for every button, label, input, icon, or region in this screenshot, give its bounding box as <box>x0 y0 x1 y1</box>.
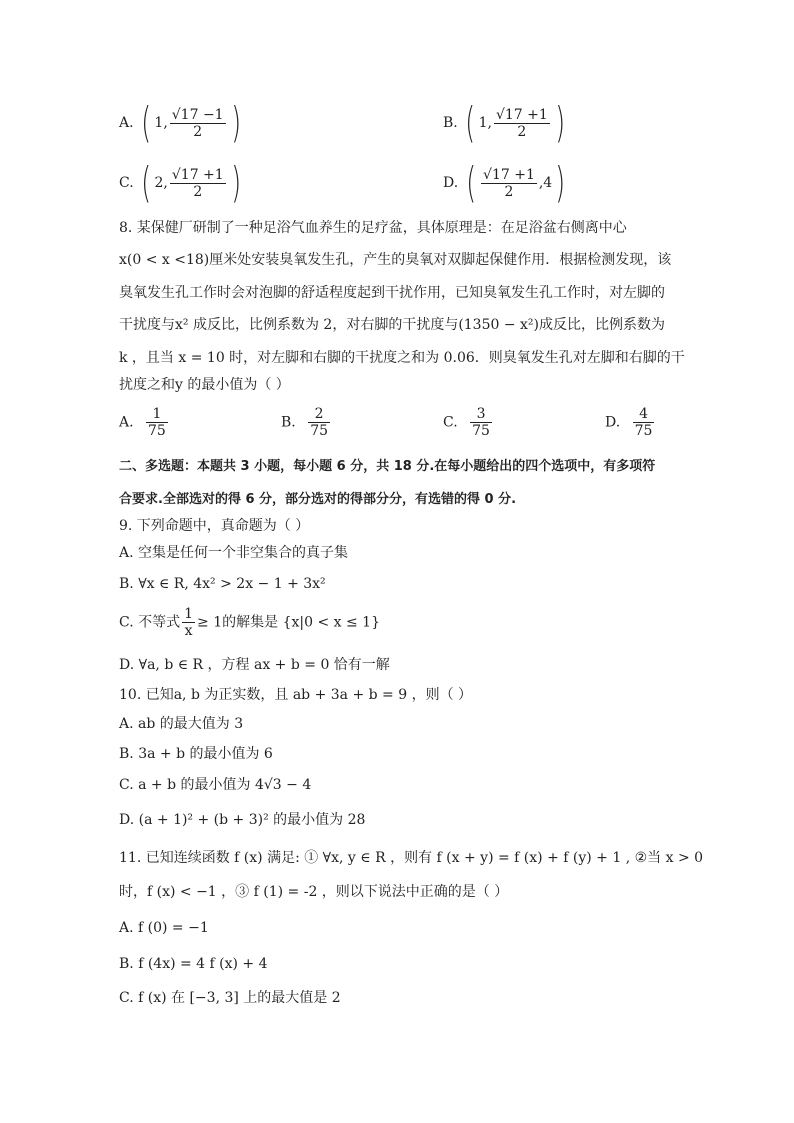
option-label: D. <box>605 414 621 431</box>
option-fraction <box>308 406 330 439</box>
option-last: ,4 <box>538 175 553 191</box>
q8-line-4: 干扰度与x² 成反比，比例系数为 2，对右脚的干扰度与(1350 − x²)成反比，比例系数为 <box>119 317 666 333</box>
option-label: A. <box>119 115 134 131</box>
fraction-numerator: 1 <box>184 606 194 622</box>
q8-option-d <box>605 406 656 439</box>
option-first: 1, <box>478 115 492 131</box>
option-fraction <box>633 406 655 439</box>
fraction-numerator: √17 +1 <box>171 166 224 183</box>
option-label: B. <box>281 414 296 431</box>
q8-option-a <box>119 406 170 439</box>
fraction-numerator: √17 +1 <box>495 106 548 123</box>
option-label: A. <box>119 414 134 431</box>
left-paren: ( <box>465 98 476 147</box>
q8-line-5: k ，且当 x = 10 时，对左脚和右脚的干扰度之和为 0.06．则臭氧发生孔对左脚和右脚的干 <box>119 350 685 366</box>
left-paren: ( <box>465 158 476 207</box>
fraction-numerator: 4 <box>633 406 655 423</box>
q11-option-c: C. f (x) 在 [−3, 3] 上的最大值是 2 <box>119 990 341 1006</box>
q7-option-a <box>119 98 244 147</box>
q11-line-2: 时，f (x) < −1 ，③ f (1) = -2 ，则以下说法中正确的是（ ） <box>119 884 509 900</box>
section-2-heading-line-2: 合要求.全部选对的得 6 分，部分选对的得部分分，有选错的得 0 分. <box>119 492 517 507</box>
fraction-denominator: 2 <box>504 183 514 200</box>
q8-option-b <box>281 406 332 439</box>
option-text: ≥ 1的解集是 {x|0 < x ≤ 1} <box>197 614 380 631</box>
fraction-numerator: 3 <box>470 406 492 423</box>
option-fraction <box>470 406 492 439</box>
fraction-denominator: 75 <box>472 423 490 439</box>
q10-option-c: C. a + b 的最小值为 4√3 − 4 <box>119 777 312 793</box>
option-fraction <box>182 606 195 639</box>
q8-line-2: x(0 < x <18)厘米处安装臭氧发生孔，产生的臭氧对双脚起保健作用．根据检测发现，该 <box>119 252 672 268</box>
option-label: B. <box>443 115 458 131</box>
fraction-denominator: 75 <box>634 423 653 439</box>
option-label: C. <box>443 414 458 431</box>
q11-line-1: 11. 已知连续函数 f (x) 满足: ① ∀x, y ∈ R ，则有 f (x + y) = f (x) + f (y) + 1 , ②当 x > 0 <box>119 850 704 866</box>
q8-line-6: 扰度之和y 的最小值为（ ） <box>119 377 290 393</box>
q10-option-d: D. (a + 1)² + (b + 3)² 的最小值为 28 <box>119 812 366 828</box>
option-label: D. <box>443 175 459 191</box>
q7-option-b <box>443 98 568 147</box>
q8-option-c <box>443 406 494 439</box>
fraction-denominator: 75 <box>148 423 166 439</box>
q9-stem: 9. 下列命题中，真命题为（ ） <box>119 518 310 534</box>
fraction-denominator: x <box>184 623 193 639</box>
fraction-numerator: 2 <box>308 406 330 423</box>
fraction-denominator: 2 <box>517 123 527 140</box>
right-paren: ) <box>230 158 241 207</box>
section-2-heading-line-1: 二、多选题：本题共 3 小题，每小题 6 分，共 18 分.在每小题给出的四个选项中，有多项符 <box>119 459 656 474</box>
right-paren: ) <box>555 158 566 207</box>
q10-option-a: A. ab 的最大值为 3 <box>119 716 244 732</box>
q8-line-3: 臭氧发生孔工作时会对泡脚的舒适程度起到干扰作用，已知臭氧发生孔工作时，对左脚的 <box>119 285 665 301</box>
option-fraction <box>170 167 226 200</box>
fraction-denominator: 2 <box>193 123 203 140</box>
option-first: 1, <box>154 115 168 131</box>
right-paren: ) <box>555 98 565 147</box>
left-paren: ( <box>141 158 152 207</box>
option-fraction <box>481 167 537 200</box>
left-paren: ( <box>141 98 152 147</box>
option-fraction <box>170 107 226 140</box>
fraction-numerator: √17 +1 <box>483 166 535 183</box>
option-text: C. 不等式 <box>119 614 181 631</box>
q8-line-1: 8. 某保健厂研制了一种足浴气血养生的足疗盆，具体原理是：在足浴盆右侧离中心 <box>119 220 627 236</box>
q11-option-b: B. f (4x) = 4 f (x) + 4 <box>119 956 268 972</box>
right-paren: ) <box>230 98 241 147</box>
q10-option-b: B. 3a + b 的最小值为 6 <box>119 746 273 762</box>
q9-option-c <box>119 606 380 639</box>
fraction-numerator: √17 −1 <box>171 106 224 123</box>
q7-option-d <box>443 158 569 207</box>
fraction-denominator: 2 <box>193 183 203 200</box>
q9-option-d: D. ∀a, b ∈ R ，方程 ax + b = 0 恰有一解 <box>119 657 390 673</box>
fraction-numerator: 1 <box>146 406 168 423</box>
q7-option-c <box>119 158 244 207</box>
q9-option-a: A. 空集是任何一个非空集合的真子集 <box>119 545 349 561</box>
q11-option-a: A. f (0) = −1 <box>119 920 209 936</box>
q9-option-b: B. ∀x ∈ R, 4x² > 2x − 1 + 3x² <box>119 576 326 592</box>
option-fraction <box>494 107 550 140</box>
q10-stem: 10. 已知a, b 为正实数，且 ab + 3a + b = 9 ，则（ ） <box>119 687 473 703</box>
option-label: C. <box>119 175 134 191</box>
option-fraction <box>146 406 168 439</box>
option-first: 2, <box>154 175 168 191</box>
fraction-denominator: 75 <box>310 423 329 439</box>
